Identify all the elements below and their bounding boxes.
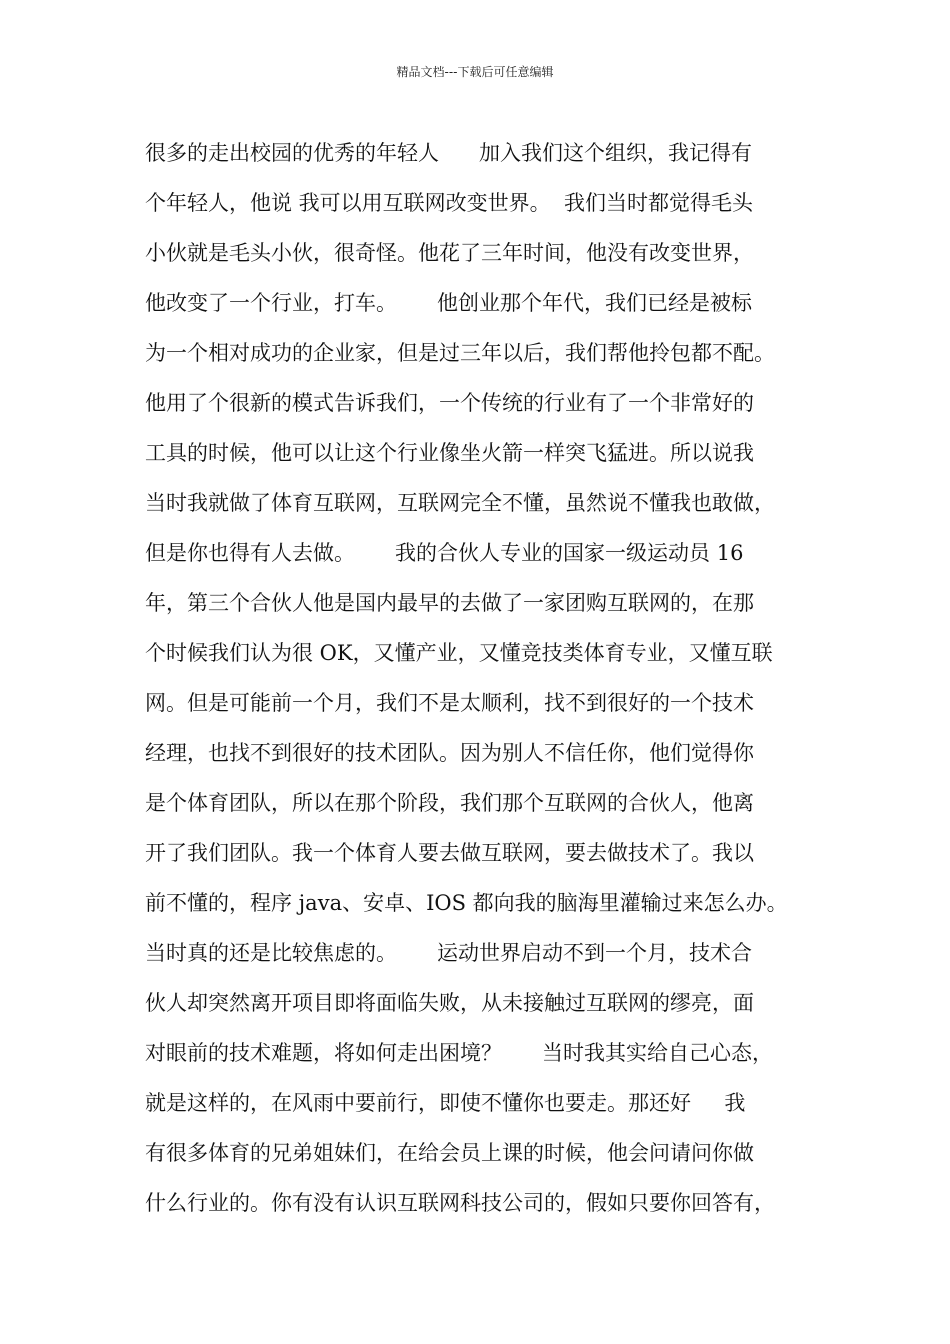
- text-line: 前不懂的，程序 java、安卓、IOS 都向我的脑海里灌输过来怎么办。: [145, 891, 788, 915]
- document-body: [145, 133, 835, 1233]
- text-line: 开了我们团队。我一个体育人要去做互联网，要去做技术了。我以: [145, 841, 754, 865]
- text-line: 他改变了一个行业，打车。 他创业那个年代，我们已经是被标: [145, 291, 753, 315]
- text-line: 就是这样的，在风雨中要前行，即使不懂你也要走。那还好 我: [145, 1091, 746, 1115]
- text-line: 网。但是可能前一个月，我们不是太顺利，找不到很好的一个技术: [145, 691, 754, 715]
- page-header: 精品文档---下载后可任意编辑: [396, 65, 554, 79]
- text-line: 小伙就是毛头小伙，很奇怪。他花了三年时间，他没有改变世界，: [145, 241, 754, 265]
- text-line: 很多的走出校园的优秀的年轻人 加入我们这个组织，我记得有: [145, 141, 753, 165]
- text-line: 个时候我们认为很 OK，又懂产业，又懂竞技类体育专业，又懂互联: [145, 641, 773, 665]
- text-line: 当时我就做了体育互联网，互联网完全不懂，虽然说不懂我也敢做，: [145, 491, 775, 515]
- text-line: 经理，也找不到很好的技术团队。因为别人不信任你，他们觉得你: [145, 741, 754, 765]
- text-line: 年，第三个合伙人他是国内最早的去做了一家团购互联网的，在那: [145, 591, 754, 615]
- text-line: 但是你也得有人去做。 我的合伙人专业的国家一级运动员 16: [145, 541, 744, 565]
- text-line: 为一个相对成功的企业家，但是过三年以后，我们帮他拎包都不配。: [145, 341, 775, 365]
- text-line: 是个体育团队，所以在那个阶段，我们那个互联网的合伙人，他离: [145, 791, 754, 815]
- text-line: 他用了个很新的模式告诉我们，一个传统的行业有了一个非常好的: [145, 391, 754, 415]
- text-line: 对眼前的技术难题，将如何走出困境？ 当时我其实给自己心态，: [145, 1041, 774, 1065]
- text-line: 工具的时候，他可以让这个行业像坐火箭一样突飞猛进。所以说我: [145, 441, 754, 465]
- text-line: 个年轻人，他说 我可以用互联网改变世界。 我们当时都觉得毛头: [145, 191, 754, 215]
- text-line: 有很多体育的兄弟姐妹们，在给会员上课的时候，他会问请问你做: [145, 1141, 754, 1165]
- text-line: 伙人却突然离开项目即将面临失败，从未接触过互联网的缪亮，面: [145, 991, 754, 1015]
- text-line: 什么行业的。你有没有认识互联网科技公司的，假如只要你回答有，: [145, 1191, 775, 1215]
- text-line: 当时真的还是比较焦虑的。 运动世界启动不到一个月，技术合: [145, 941, 753, 965]
